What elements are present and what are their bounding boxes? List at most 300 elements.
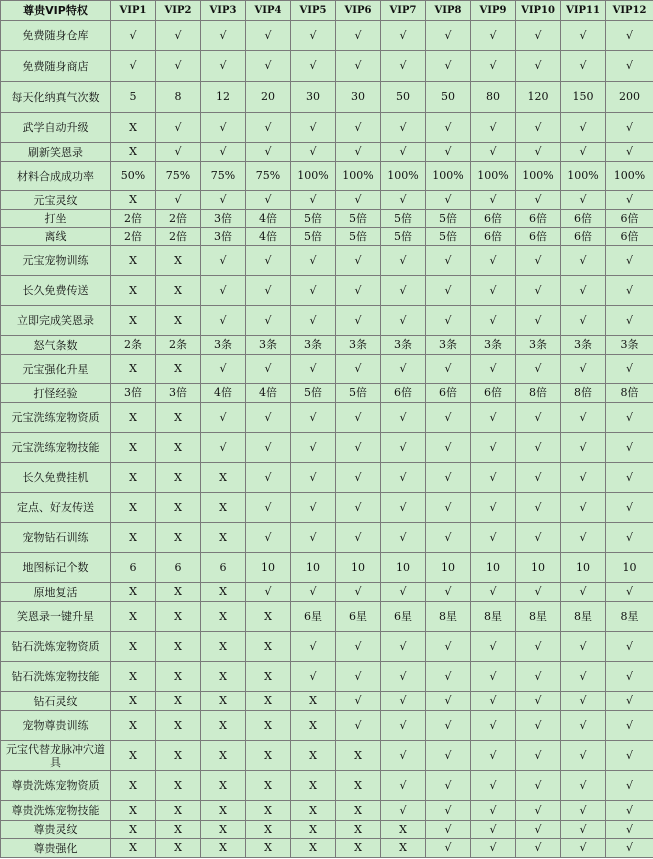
feature-label: 定点、好友传送 — [1, 493, 111, 523]
value-cell: X — [156, 276, 201, 306]
value-cell: √ — [426, 463, 471, 493]
value-cell: X — [291, 801, 336, 821]
value-cell: √ — [606, 662, 653, 692]
value-cell: 5倍 — [336, 210, 381, 228]
value-cell: 5倍 — [381, 228, 426, 246]
value-cell: 3条 — [291, 336, 336, 355]
value-cell: √ — [246, 143, 291, 162]
value-cell: √ — [111, 51, 156, 82]
value-cell: √ — [561, 523, 606, 553]
value-cell: √ — [246, 523, 291, 553]
value-cell: 3倍 — [111, 384, 156, 403]
value-cell: 10 — [381, 553, 426, 583]
table-row — [1, 162, 653, 191]
table-row — [1, 210, 653, 228]
value-cell: X — [381, 839, 426, 858]
value-cell: √ — [156, 113, 201, 143]
value-cell: √ — [606, 403, 653, 433]
value-cell: X — [246, 662, 291, 692]
table-row — [1, 839, 653, 858]
value-cell: 3条 — [606, 336, 653, 355]
value-cell: X — [111, 355, 156, 384]
value-cell: X — [246, 771, 291, 801]
value-cell: X — [156, 583, 201, 602]
value-cell: X — [156, 771, 201, 801]
value-cell: X — [111, 583, 156, 602]
table-row — [1, 463, 653, 493]
value-cell: √ — [606, 433, 653, 463]
value-cell: √ — [606, 583, 653, 602]
value-cell: X — [156, 602, 201, 632]
value-cell: √ — [426, 493, 471, 523]
feature-label: 宠物钻石训练 — [1, 523, 111, 553]
table-title: 尊贵VIP特权 — [1, 1, 111, 21]
value-cell: √ — [426, 191, 471, 210]
value-cell: √ — [246, 21, 291, 51]
value-cell: √ — [516, 51, 561, 82]
value-cell: X — [201, 493, 246, 523]
value-cell: √ — [561, 21, 606, 51]
value-cell: X — [201, 463, 246, 493]
value-cell: √ — [606, 463, 653, 493]
table-row — [1, 355, 653, 384]
value-cell: 6倍 — [561, 210, 606, 228]
value-cell: 3条 — [246, 336, 291, 355]
value-cell: √ — [246, 493, 291, 523]
value-cell: √ — [516, 632, 561, 662]
value-cell: X — [291, 821, 336, 839]
level-header-vip6: VIP6 — [336, 1, 381, 21]
value-cell: √ — [336, 632, 381, 662]
value-cell: √ — [381, 276, 426, 306]
value-cell: √ — [336, 306, 381, 336]
feature-label: 钻石洗炼宠物技能 — [1, 662, 111, 692]
value-cell: √ — [606, 632, 653, 662]
value-cell: X — [201, 771, 246, 801]
value-cell: √ — [516, 463, 561, 493]
value-cell: √ — [516, 306, 561, 336]
value-cell: 75% — [156, 162, 201, 191]
value-cell: √ — [516, 355, 561, 384]
value-cell: √ — [381, 662, 426, 692]
table-row — [1, 583, 653, 602]
feature-label: 元宝洗练宠物资质 — [1, 403, 111, 433]
value-cell: √ — [561, 276, 606, 306]
value-cell: √ — [291, 51, 336, 82]
value-cell: X — [336, 801, 381, 821]
value-cell: X — [246, 632, 291, 662]
feature-label: 刷新笑恩录 — [1, 143, 111, 162]
value-cell: √ — [336, 493, 381, 523]
feature-label: 元宝代替龙脉冲穴道具 — [1, 741, 111, 771]
value-cell: √ — [471, 403, 516, 433]
value-cell: X — [111, 839, 156, 858]
value-cell: X — [201, 662, 246, 692]
feature-label: 长久免费传送 — [1, 276, 111, 306]
value-cell: √ — [516, 839, 561, 858]
value-cell: √ — [606, 741, 653, 771]
value-cell: √ — [561, 463, 606, 493]
table-row — [1, 692, 653, 711]
value-cell: √ — [201, 403, 246, 433]
value-cell: √ — [381, 306, 426, 336]
value-cell: X — [156, 493, 201, 523]
value-cell: √ — [561, 246, 606, 276]
value-cell: 100% — [471, 162, 516, 191]
feature-label: 材料合成成功率 — [1, 162, 111, 191]
value-cell: √ — [291, 246, 336, 276]
value-cell: √ — [471, 771, 516, 801]
value-cell: √ — [291, 143, 336, 162]
level-header-vip7: VIP7 — [381, 1, 426, 21]
value-cell: 6倍 — [606, 210, 653, 228]
value-cell: √ — [471, 246, 516, 276]
value-cell: √ — [246, 403, 291, 433]
value-cell: 5倍 — [426, 210, 471, 228]
value-cell: X — [201, 711, 246, 741]
value-cell: √ — [381, 801, 426, 821]
table-row — [1, 632, 653, 662]
value-cell: 75% — [246, 162, 291, 191]
value-cell: 100% — [336, 162, 381, 191]
table-row — [1, 384, 653, 403]
feature-label: 免费随身商店 — [1, 51, 111, 82]
value-cell: √ — [426, 143, 471, 162]
value-cell: √ — [426, 692, 471, 711]
value-cell: 5 — [111, 82, 156, 113]
value-cell: √ — [336, 21, 381, 51]
value-cell: X — [156, 821, 201, 839]
value-cell: √ — [381, 51, 426, 82]
value-cell: √ — [606, 821, 653, 839]
value-cell: √ — [471, 113, 516, 143]
value-cell: √ — [426, 21, 471, 51]
value-cell: 50% — [111, 162, 156, 191]
value-cell: √ — [246, 276, 291, 306]
table-row — [1, 228, 653, 246]
value-cell: √ — [516, 771, 561, 801]
value-cell: √ — [426, 113, 471, 143]
value-cell: √ — [606, 51, 653, 82]
value-cell: X — [291, 741, 336, 771]
value-cell: 5倍 — [291, 228, 336, 246]
table-row — [1, 113, 653, 143]
value-cell: √ — [201, 355, 246, 384]
value-cell: 10 — [246, 553, 291, 583]
value-cell: √ — [246, 306, 291, 336]
value-cell: 6倍 — [426, 384, 471, 403]
value-cell: 6倍 — [471, 228, 516, 246]
value-cell: √ — [471, 741, 516, 771]
value-cell: 3倍 — [201, 228, 246, 246]
value-cell: 20 — [246, 82, 291, 113]
feature-label: 元宝强化升星 — [1, 355, 111, 384]
value-cell: √ — [291, 355, 336, 384]
value-cell: X — [111, 113, 156, 143]
value-cell: √ — [291, 191, 336, 210]
feature-label: 笑恩录一键升星 — [1, 602, 111, 632]
value-cell: √ — [561, 839, 606, 858]
value-cell: 8倍 — [516, 384, 561, 403]
value-cell: √ — [426, 433, 471, 463]
value-cell: √ — [606, 21, 653, 51]
value-cell: √ — [336, 143, 381, 162]
feature-label: 免费随身仓库 — [1, 21, 111, 51]
value-cell: √ — [471, 306, 516, 336]
feature-label: 怒气条数 — [1, 336, 111, 355]
value-cell: 4倍 — [246, 210, 291, 228]
table-row — [1, 711, 653, 741]
value-cell: X — [201, 801, 246, 821]
value-cell: √ — [156, 143, 201, 162]
value-cell: √ — [426, 523, 471, 553]
value-cell: 150 — [561, 82, 606, 113]
value-cell: 6星 — [336, 602, 381, 632]
value-cell: √ — [561, 741, 606, 771]
value-cell: X — [111, 771, 156, 801]
level-header-vip5: VIP5 — [291, 1, 336, 21]
value-cell: √ — [561, 583, 606, 602]
value-cell: √ — [246, 113, 291, 143]
value-cell: X — [111, 143, 156, 162]
value-cell: 2倍 — [111, 210, 156, 228]
value-cell: √ — [561, 433, 606, 463]
value-cell: √ — [381, 463, 426, 493]
value-cell: √ — [471, 433, 516, 463]
table-row — [1, 433, 653, 463]
value-cell: 10 — [291, 553, 336, 583]
table-row — [1, 336, 653, 355]
feature-label: 立即完成笑恩录 — [1, 306, 111, 336]
value-cell: √ — [291, 632, 336, 662]
value-cell: 2倍 — [111, 228, 156, 246]
feature-label: 尊贵洗炼宠物资质 — [1, 771, 111, 801]
value-cell: √ — [336, 692, 381, 711]
value-cell: 2倍 — [156, 210, 201, 228]
value-cell: 6 — [111, 553, 156, 583]
table-row — [1, 246, 653, 276]
feature-label: 元宝宠物训练 — [1, 246, 111, 276]
value-cell: √ — [606, 771, 653, 801]
value-cell: X — [156, 306, 201, 336]
value-cell: X — [111, 493, 156, 523]
value-cell: X — [111, 246, 156, 276]
value-cell: √ — [606, 246, 653, 276]
value-cell: √ — [516, 276, 561, 306]
value-cell: √ — [516, 191, 561, 210]
value-cell: √ — [516, 821, 561, 839]
value-cell: √ — [201, 306, 246, 336]
value-cell: X — [111, 662, 156, 692]
value-cell: 3条 — [426, 336, 471, 355]
value-cell: 8倍 — [561, 384, 606, 403]
value-cell: 5倍 — [291, 384, 336, 403]
feature-label: 钻石灵纹 — [1, 692, 111, 711]
level-header-vip2: VIP2 — [156, 1, 201, 21]
value-cell: 8星 — [516, 602, 561, 632]
value-cell: √ — [426, 839, 471, 858]
value-cell: 6倍 — [516, 228, 561, 246]
value-cell: √ — [336, 51, 381, 82]
value-cell: 6倍 — [561, 228, 606, 246]
value-cell: X — [111, 632, 156, 662]
value-cell: √ — [336, 403, 381, 433]
value-cell: √ — [471, 51, 516, 82]
value-cell: 80 — [471, 82, 516, 113]
value-cell: 4倍 — [201, 384, 246, 403]
value-cell: X — [381, 821, 426, 839]
value-cell: 4倍 — [246, 384, 291, 403]
value-cell: √ — [426, 276, 471, 306]
value-cell: √ — [516, 493, 561, 523]
feature-label: 武学自动升级 — [1, 113, 111, 143]
value-cell: 8星 — [426, 602, 471, 632]
feature-label: 元宝灵纹 — [1, 191, 111, 210]
feature-label: 打坐 — [1, 210, 111, 228]
value-cell: √ — [246, 433, 291, 463]
value-cell: 6倍 — [516, 210, 561, 228]
value-cell: √ — [201, 113, 246, 143]
level-header-vip4: VIP4 — [246, 1, 291, 21]
value-cell: √ — [471, 801, 516, 821]
value-cell: √ — [156, 51, 201, 82]
table-body — [1, 21, 653, 858]
table-row — [1, 523, 653, 553]
level-header-vip3: VIP3 — [201, 1, 246, 21]
value-cell: √ — [471, 711, 516, 741]
value-cell: √ — [516, 523, 561, 553]
value-cell: X — [291, 692, 336, 711]
value-cell: √ — [246, 463, 291, 493]
value-cell: √ — [201, 276, 246, 306]
value-cell: 6倍 — [471, 384, 516, 403]
value-cell: √ — [336, 433, 381, 463]
value-cell: √ — [426, 583, 471, 602]
value-cell: √ — [426, 741, 471, 771]
value-cell: X — [246, 602, 291, 632]
level-header-vip8: VIP8 — [426, 1, 471, 21]
value-cell: 3倍 — [156, 384, 201, 403]
value-cell: √ — [516, 692, 561, 711]
value-cell: √ — [606, 113, 653, 143]
value-cell: X — [336, 821, 381, 839]
value-cell: √ — [336, 276, 381, 306]
value-cell: X — [246, 839, 291, 858]
value-cell: 3条 — [516, 336, 561, 355]
value-cell: √ — [336, 523, 381, 553]
value-cell: √ — [606, 306, 653, 336]
value-cell: √ — [156, 191, 201, 210]
value-cell: X — [201, 632, 246, 662]
value-cell: 5倍 — [291, 210, 336, 228]
table-header — [1, 1, 653, 21]
value-cell: 100% — [381, 162, 426, 191]
table-row — [1, 662, 653, 692]
value-cell: √ — [426, 771, 471, 801]
value-cell: √ — [561, 306, 606, 336]
value-cell: √ — [381, 191, 426, 210]
value-cell: √ — [471, 463, 516, 493]
value-cell: √ — [111, 21, 156, 51]
value-cell: 200 — [606, 82, 653, 113]
value-cell: X — [291, 771, 336, 801]
value-cell: √ — [516, 741, 561, 771]
value-cell: √ — [381, 403, 426, 433]
value-cell: X — [156, 801, 201, 821]
value-cell: 50 — [381, 82, 426, 113]
value-cell: √ — [471, 143, 516, 162]
value-cell: √ — [606, 711, 653, 741]
value-cell: 5倍 — [381, 210, 426, 228]
value-cell: √ — [561, 821, 606, 839]
value-cell: √ — [471, 493, 516, 523]
value-cell: √ — [381, 741, 426, 771]
table-row — [1, 801, 653, 821]
value-cell: X — [246, 741, 291, 771]
value-cell: √ — [561, 692, 606, 711]
value-cell: √ — [381, 493, 426, 523]
value-cell: 100% — [516, 162, 561, 191]
level-header-vip9: VIP9 — [471, 1, 516, 21]
value-cell: X — [156, 523, 201, 553]
value-cell: √ — [606, 191, 653, 210]
value-cell: X — [111, 602, 156, 632]
value-cell: X — [111, 276, 156, 306]
value-cell: √ — [426, 711, 471, 741]
level-header-vip10: VIP10 — [516, 1, 561, 21]
value-cell: √ — [471, 839, 516, 858]
value-cell: √ — [516, 801, 561, 821]
value-cell: √ — [336, 355, 381, 384]
value-cell: √ — [471, 632, 516, 662]
value-cell: √ — [471, 662, 516, 692]
value-cell: √ — [516, 21, 561, 51]
value-cell: √ — [561, 191, 606, 210]
value-cell: X — [156, 433, 201, 463]
value-cell: X — [201, 523, 246, 553]
value-cell: √ — [516, 246, 561, 276]
value-cell: √ — [516, 433, 561, 463]
value-cell: √ — [381, 692, 426, 711]
value-cell: X — [201, 821, 246, 839]
feature-label: 钻石洗炼宠物资质 — [1, 632, 111, 662]
value-cell: √ — [336, 246, 381, 276]
value-cell: √ — [516, 711, 561, 741]
value-cell: √ — [426, 51, 471, 82]
value-cell: 12 — [201, 82, 246, 113]
value-cell: X — [336, 741, 381, 771]
value-cell: 8星 — [471, 602, 516, 632]
value-cell: √ — [426, 306, 471, 336]
value-cell: √ — [291, 662, 336, 692]
value-cell: √ — [561, 355, 606, 384]
value-cell: √ — [471, 523, 516, 553]
value-cell: X — [246, 821, 291, 839]
value-cell: 6 — [156, 553, 201, 583]
value-cell: 3条 — [336, 336, 381, 355]
value-cell: 3条 — [471, 336, 516, 355]
level-header-vip12: VIP12 — [606, 1, 653, 21]
value-cell: X — [156, 403, 201, 433]
table-row — [1, 143, 653, 162]
table-row — [1, 602, 653, 632]
value-cell: X — [111, 433, 156, 463]
value-cell: √ — [291, 403, 336, 433]
value-cell: X — [201, 692, 246, 711]
value-cell: √ — [291, 583, 336, 602]
table-row — [1, 553, 653, 583]
header-row — [1, 1, 653, 21]
